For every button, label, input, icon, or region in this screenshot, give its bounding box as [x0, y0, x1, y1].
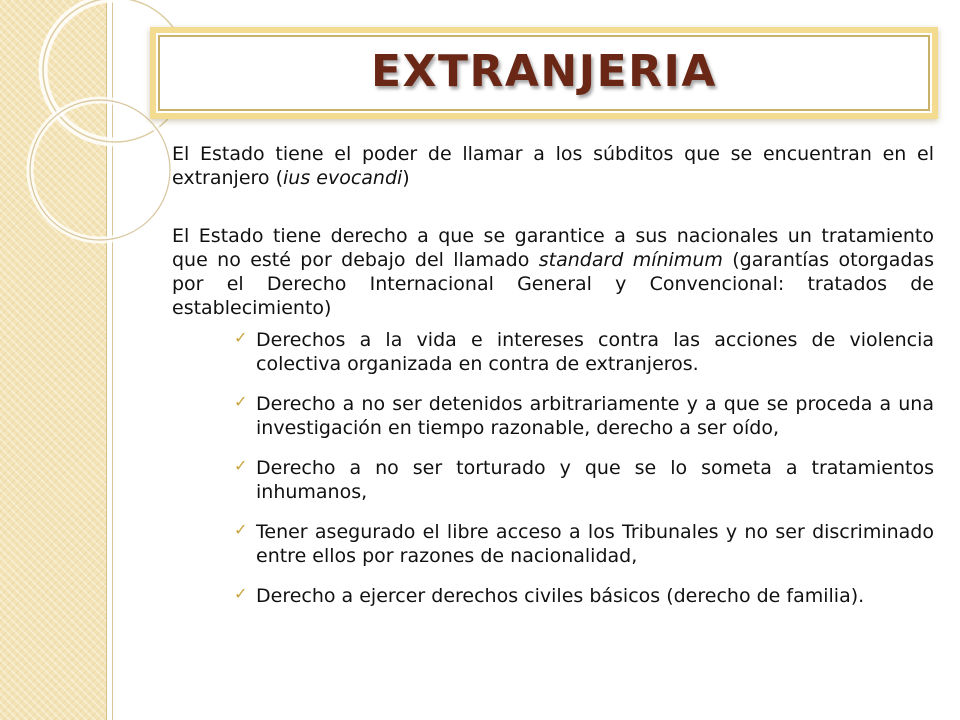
list-item	[234, 456, 934, 504]
slide-body	[172, 142, 934, 624]
list-item-text: Derecho a ejercer derechos civiles básicos (derecho de familia).	[256, 585, 865, 607]
checkmark-icon: ✓	[234, 520, 248, 539]
rights-list	[172, 328, 934, 608]
list-item	[234, 520, 934, 568]
paragraph-standard-minimum	[172, 224, 934, 320]
list-item-text: Derechos a la vida e intereses contra las acciones de violencia colectiva organizada en contra de extranjeros.	[256, 329, 934, 375]
title-frame	[150, 27, 938, 119]
list-item	[234, 584, 934, 608]
list-item-text: Derecho a no ser torturado y que se lo someta a tratamientos inhumanos,	[256, 457, 934, 503]
list-item-text: Tener asegurado el libre acceso a los Tribunales y no ser discriminado entre ellos por razones de nacionalidad,	[256, 521, 934, 567]
paragraph-italic-term: ius evocandi	[283, 167, 403, 189]
checkmark-icon: ✓	[234, 584, 248, 603]
slide-title: EXTRANJERIA	[371, 45, 717, 97]
checkmark-icon: ✓	[234, 392, 248, 411]
paragraph-text: El Estado tiene el poder de llamar a los súbditos que se encuentran en el extranjero (	[172, 143, 934, 189]
paragraph-italic-term: standard mínimum	[538, 249, 723, 271]
paragraph-suffix: (garantías otorgadas por el Derecho Internacional General y Convencional: tratados de establecimiento)	[172, 249, 934, 319]
paragraph-text: El Estado tiene derecho a que se garantice a sus nacionales un tratamiento que no esté por debajo del llamado	[172, 225, 934, 271]
checkmark-icon: ✓	[234, 328, 248, 347]
paragraph-suffix: )	[402, 167, 410, 189]
paragraph-ius-evocandi	[172, 142, 934, 190]
list-item	[234, 328, 934, 376]
list-item-text: Derecho a no ser detenidos arbitrariamente y a que se proceda a una investigación en tiempo razonable, derecho a ser oído,	[256, 393, 934, 439]
checkmark-icon: ✓	[234, 456, 248, 475]
list-item	[234, 392, 934, 440]
